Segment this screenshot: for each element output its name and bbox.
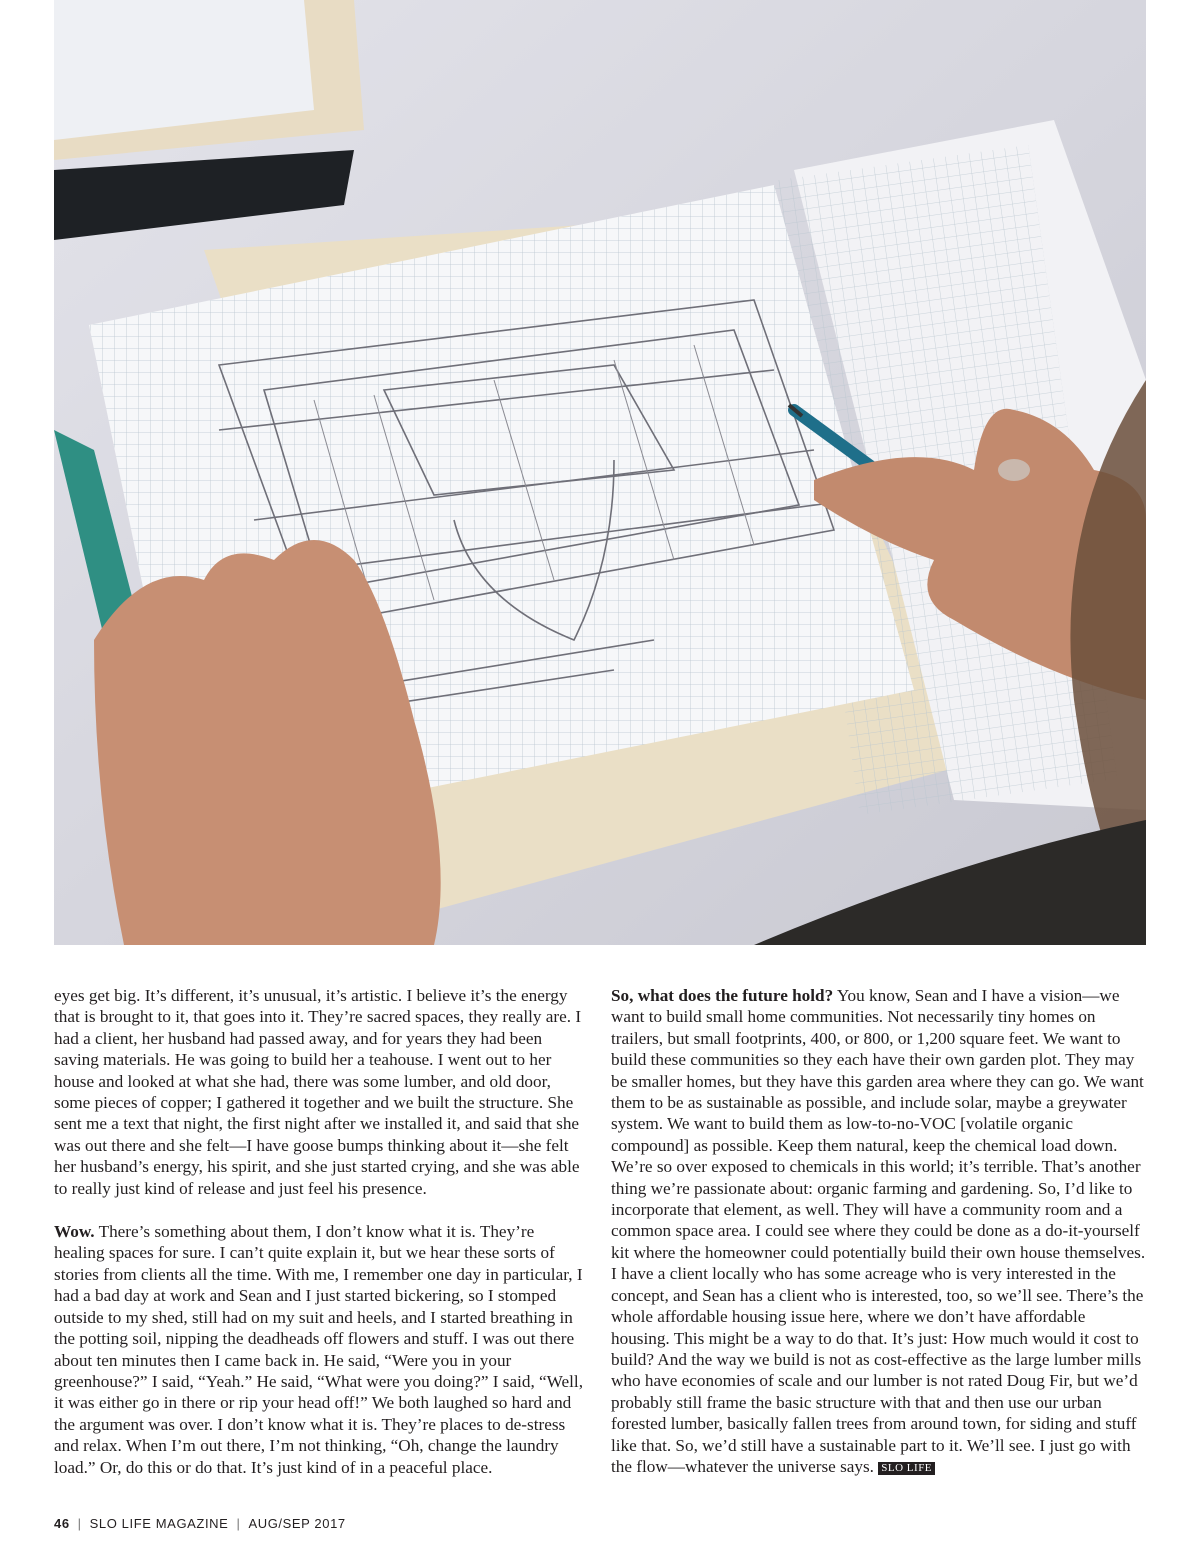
paragraph: Wow. There’s something about them, I don’t know what it is. They’re healing spaces for sure. I can’t quite explain it, but we hear these sorts of stories from clients all the time. With me, I remember one day in particular, I had a bad day at work and Sean and I just started bickering, so I stomped outside to my shed, still had on my suit and heels, and I started breathing in the potting soil, nipping the deadheads off flowers and stuff. I was out there about ten minutes then I came back in. He said, “Were you in your greenhouse?” I said, “Yeah.” He said, “What were you doing?” I said, “Well, it was either go in there or rip your head off!” We both laughed so hard and the argument was over. I don’t know what it is. They’re places to de-stress and relax. When I’m out there, I’m not thinking, “Oh, change the laundry load.” Or, do this or do that. It’s just kind of in a peaceful place. xyxy=(54,1222,584,1477)
page-footer xyxy=(54,1516,346,1531)
paragraph: eyes get big. It’s different, it’s unusual, it’s artistic. I believe it’s the energy that is brought to it, that goes into it. They’re sacred spaces, they really are. I had a client, her husband had passed away, and for years they had been saving materials. He was going to build her a teahouse. I went out to her house and looked at what she had, there was some lumber, and old door, some pieces of copper; I gathered it together and we built the structure. She sent me a text that night, the first night after we installed it, and said that she was out there and she felt—I have goose bumps thinking about it—she felt her husband’s energy, his spirit, and she just started crying, and she was able to really just kind of release and just feel his presence. xyxy=(54,986,582,1198)
separator: | xyxy=(77,1516,82,1531)
paragraph: So, what does the future hold? You know, Sean and I have a vision—we want to build small home communities. Not necessarily tiny homes on trailers, but small footprints, 400, or 800, or 1,200 square feet. We want to build these communities so they each have their own garden plot. They may be smaller homes, but they have this garden area where they can go. We want them to be as sustainable as possible, and include solar, maybe a greywater system. We want to build them as low-to-no-VOC [volatile organic compound] as possible. Keep them natural, keep the chemical load down. We’re so over exposed to chemicals in this world; it’s terrible. That’s another thing we’re passionate about: organic farming and gardening. So, I’d like to incorporate that element, as well. They will have a community room and a common space area. I could see where they could be done as a do-it-yourself kit where the homeowner could potentially build their own house themselves. I have a client locally who has some acreage who is very interested in the concept, and Sean has a client who is interested, too, so we’ll see. There’s the whole affordable housing issue here, where we don’t have affordable housing. This might be a way to do that. It’s just: How much would it cost to build? And the way we build is not as cost-effective as the large lumber mills who have economies of scale and our lumber is not rated Doug Fir, but we’d probably still frame the basic structure with that and then use our urban forested lumber, basically fallen trees from around town, for siding and stuff like that. So, we’d still have a sustainable part to it. We’ll see. I just go with the flow—whatever the universe says. SLO LIFE xyxy=(611,986,1146,1476)
left-column xyxy=(54,985,588,1500)
page-number: 46 xyxy=(54,1516,70,1531)
magazine-name: SLO LIFE MAGAZINE xyxy=(89,1516,229,1531)
sketch-photo xyxy=(54,0,1146,945)
right-column xyxy=(611,985,1147,1499)
end-mark: SLO LIFE xyxy=(878,1462,935,1475)
separator: | xyxy=(236,1516,241,1531)
question-lead: So, what does the future hold? xyxy=(611,986,834,1005)
issue-date: AUG/SEP 2017 xyxy=(248,1516,346,1531)
question-lead: Wow. xyxy=(54,1222,95,1242)
architectural-sketch-photo-icon xyxy=(54,0,1146,945)
